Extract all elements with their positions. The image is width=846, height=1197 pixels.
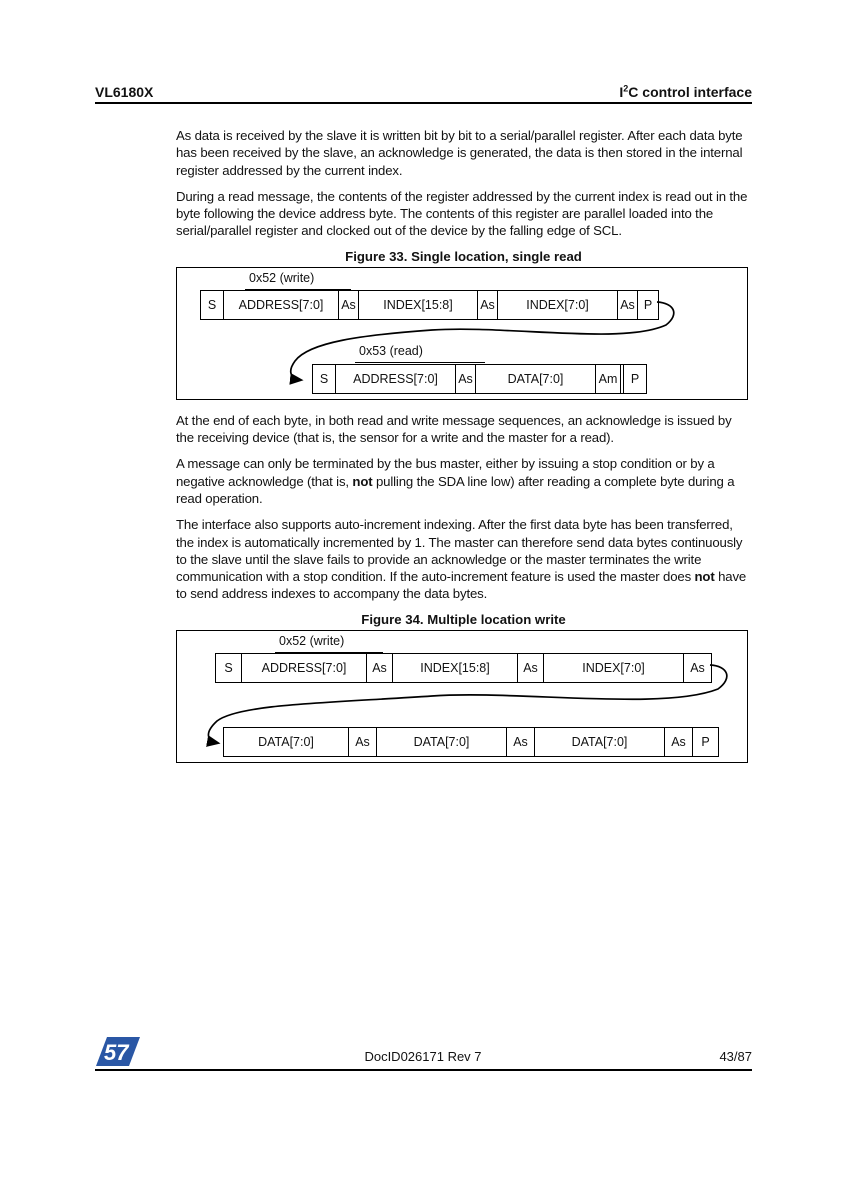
frame-cell-ack: As	[618, 291, 638, 319]
frame-cell-index-lo: INDEX[7:0]	[498, 291, 618, 319]
paragraph-5-text: The interface also supports auto-increment indexing. After the first data byte has been transferred, the index is automatically incremented by 1. The master can therefore send data bytes continuously to the slave until the slave fails to provide an acknowledge or the master terminates the write communication with a stop condition. If the auto-increment feature is used the master does	[176, 517, 743, 585]
header-section-title	[619, 84, 752, 100]
figure33-row2-label: 0x53 (read)	[355, 344, 485, 363]
frame-cell-start: S	[313, 365, 336, 393]
st-logo-glyph: 57	[104, 1040, 129, 1065]
frame-cell-ack: As	[478, 291, 498, 319]
section-title-rest: C control interface	[628, 84, 752, 100]
paragraph-2: During a read message, the contents of the register addressed by the current index is read out in the byte following the device address byte. The contents of this register are parallel loaded into the serial/parallel register and clocked out of the device by the falling edge of SCL.	[176, 188, 748, 239]
frame-cell-ack: As	[518, 654, 544, 682]
frame-cell-data: DATA[7:0]	[535, 728, 665, 756]
frame-cell-start: S	[216, 654, 242, 682]
frame-cell-data: DATA[7:0]	[476, 365, 596, 393]
frame-cell-index-hi: INDEX[15:8]	[393, 654, 518, 682]
footer-rule	[95, 1069, 752, 1071]
frame-cell-ack: As	[367, 654, 393, 682]
frame-cell-ack: As	[339, 291, 359, 319]
frame-cell-index-hi: INDEX[15:8]	[359, 291, 478, 319]
paragraph-1: As data is received by the slave it is written bit by bit to a serial/parallel register. After each data byte has been received by the slave, an acknowledge is generated, the data is then stored in the internal register addressed by the current index.	[176, 128, 743, 178]
frame-cell-ack: As	[456, 365, 476, 393]
paragraph-4-emphasis: not	[352, 473, 373, 489]
frame-cell-start: S	[201, 291, 224, 319]
frame-cell-ack: As	[349, 728, 377, 756]
frame-cell-index-lo: INDEX[7:0]	[544, 654, 684, 682]
frame-cell-data: DATA[7:0]	[224, 728, 349, 756]
frame-cell-address: ADDRESS[7:0]	[224, 291, 339, 319]
paragraph-3: At the end of each byte, in both read and write message sequences, an acknowledge is issued by the receiving device (that is, the sensor for a write and the master for a read).	[176, 412, 732, 446]
header-rule	[95, 102, 752, 104]
frame-cell-address: ADDRESS[7:0]	[336, 365, 456, 393]
body-column	[176, 127, 751, 775]
frame-cell-ack: As	[665, 728, 693, 756]
figure33-diagram	[176, 267, 748, 400]
frame-cell-ack: As	[684, 654, 711, 682]
figure34-write-sequence	[215, 653, 712, 683]
frame-cell-stop: P	[693, 728, 718, 756]
figure33-write-sequence	[200, 290, 659, 320]
figure34-data-sequence	[223, 727, 719, 757]
figure33-read-sequence	[312, 364, 647, 394]
frame-cell-stop: P	[623, 365, 646, 393]
figure34-diagram	[176, 630, 748, 763]
paragraph-4-text: A message can only be terminated by the bus master, either by issuing a stop condition or by a negative acknowledge (that is,	[176, 456, 715, 489]
header-doc-title: VL6180X	[95, 84, 154, 100]
paragraph-5-text: have to send address indexes to accompany the data bytes.	[176, 569, 747, 602]
frame-cell-address: ADDRESS[7:0]	[242, 654, 367, 682]
frame-cell-stop: P	[638, 291, 658, 319]
frame-cell-master-ack: Am	[596, 365, 621, 393]
figure33-row1-label: 0x52 (write)	[245, 271, 351, 290]
section-title-base: I	[619, 84, 624, 100]
paragraph-4	[176, 455, 751, 507]
paragraph-5-emphasis: not	[694, 569, 715, 585]
paragraph-5	[176, 516, 751, 602]
frame-cell-ack: As	[507, 728, 535, 756]
frame-cell-data: DATA[7:0]	[377, 728, 507, 756]
footer-page-number: 43/87	[719, 1049, 752, 1064]
figure33-caption: Figure 33. Single location, single read	[345, 248, 582, 264]
paragraph-4-text: pulling the SDA line low) after reading a complete byte during a read operation.	[176, 473, 735, 506]
footer-doc-id: DocID026171 Rev 7	[364, 1049, 482, 1064]
section-title-superscript: 2	[623, 83, 629, 94]
figure34-row1-label: 0x52 (write)	[275, 634, 383, 653]
figure34-caption: Figure 34. Multiple location write	[361, 611, 566, 627]
